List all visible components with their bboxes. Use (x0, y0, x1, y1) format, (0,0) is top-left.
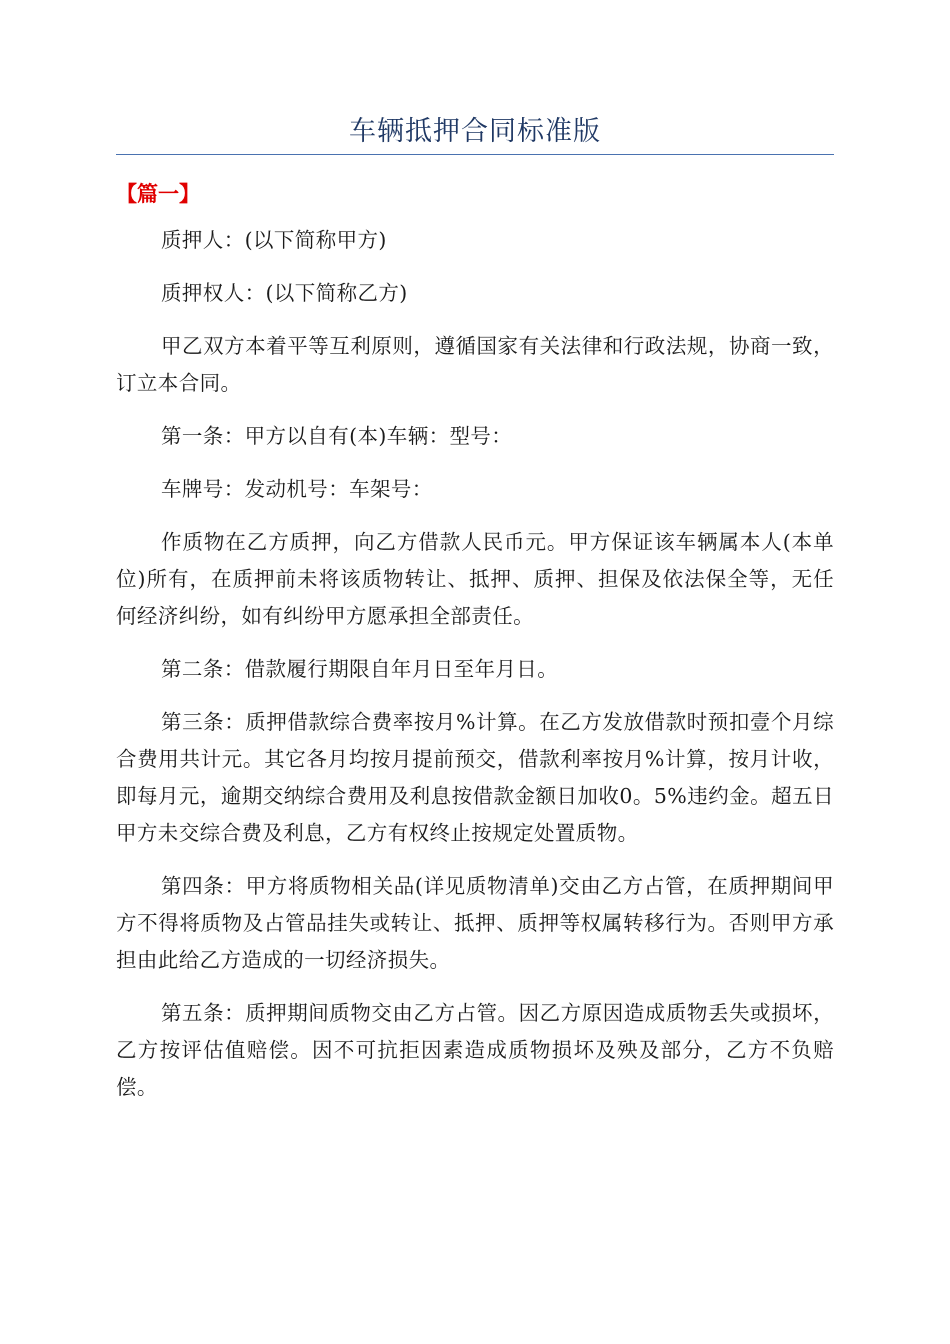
paragraph-vehicle-ids: 车牌号：发动机号：车架号： (161, 477, 433, 501)
paragraph-article-4: 第四条：甲方将质物相关品(详见质物清单)交由乙方占管，在质押期间甲方不得将质物及占管品挂失或转让、抵押、质押等权属转移行为。否则甲方承担由此给乙方造成的一切经济损失。 (116, 874, 834, 972)
paragraph-article-5: 第五条：质押期间质物交由乙方占管。因乙方原因造成质物丢失或损坏，乙方按评估值赔偿。因不可抗拒因素造成质物损坏及殃及部分，乙方不负赔偿。 (116, 1001, 834, 1099)
paragraph-pledge-terms: 作质物在乙方质押，向乙方借款人民币元。甲方保证该车辆属本人(本单位)所有，在质押前未将该质物转让、抵押、质押、担保及依法保全等，无任何经济纠纷，如有纠纷甲方愿承担全部责任。 (116, 530, 834, 628)
paragraph-article-2: 第二条：借款履行期限自年月日至年月日。 (161, 657, 559, 681)
paragraph-article-1: 第一条：甲方以自有(本)车辆：型号： (161, 424, 513, 448)
document-title: 车辆抵押合同标准版 (349, 116, 601, 147)
document-page (116, 110, 834, 1106)
section-heading: 【篇一】 (116, 182, 200, 206)
paragraph-article-3: 第三条：质押借款综合费率按月%计算。在乙方发放借款时预扣壹个月综合费用共计元。其它各月均按月提前预交，借款利率按月%计算，按月计收，即每月元，逾期交纳综合费用及利息按借款金额日加收0。5%违约金。超五日甲方未交综合费及利息，乙方有权终止按规定处置质物。 (116, 710, 834, 845)
paragraph-pledgee: 质押权人：(以下简称乙方) (161, 281, 408, 305)
paragraph-preamble: 甲乙双方本着平等互利原则，遵循国家有关法律和行政法规，协商一致，订立本合同。 (116, 334, 834, 395)
title-underline (116, 154, 834, 155)
paragraph-pledgor: 质押人：(以下简称甲方) (161, 228, 387, 252)
